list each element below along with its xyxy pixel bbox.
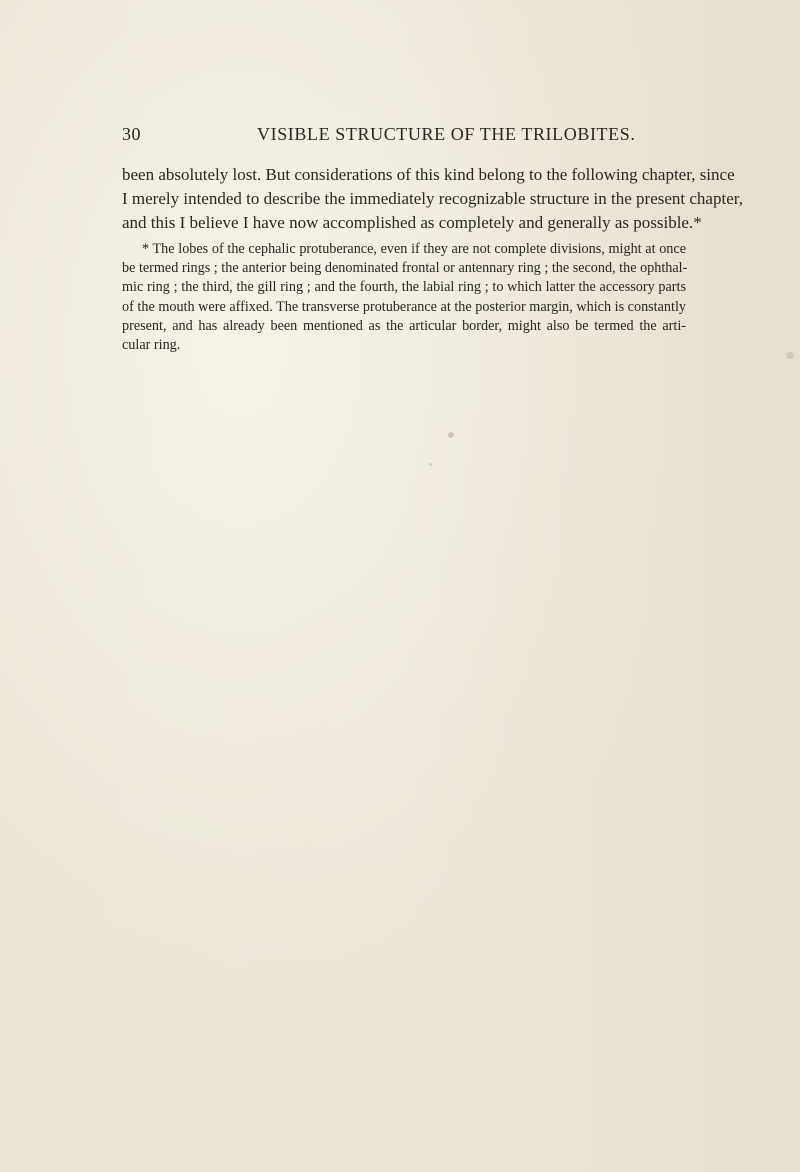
body-line: been absolutely lost. But considerations of this kind belong to the following chapter, since [122,165,735,184]
paper-blemish [448,432,454,438]
page-number: 30 [122,124,141,144]
body-paragraph [122,163,743,235]
footnote-line: cular ring. [122,337,181,354]
footnote-line: of the mouth were affixed. The transverse protuberance at the posterior margin, which is constantly [122,298,686,315]
footnote-line: mic ring ; the third, the gill ring ; and the fourth, the labial ring ; to which latter the accessory parts [122,279,686,296]
paper-blemish [786,352,794,359]
running-head [122,124,686,146]
footnote-line: be termed rings ; the anterior being denominated frontal or antennary ring ; the second, the ophthal- [122,260,688,277]
paper-blemish [429,463,432,466]
footnote [122,240,686,355]
body-line: and this I believe I have now accomplished as completely and generally as possible.* [122,213,702,232]
running-title: VISIBLE STRUCTURE OF THE TRILOBITES. [257,124,636,144]
footnote-line: present, and has already been mentioned as the articular border, might also be termed the arti- [122,317,686,334]
footnote-line: * The lobes of the cephalic protuberance, even if they are not complete divisions, might at once [142,241,686,257]
body-line: I merely intended to describe the immediately recognizable structure in the present chapter, [122,189,743,208]
